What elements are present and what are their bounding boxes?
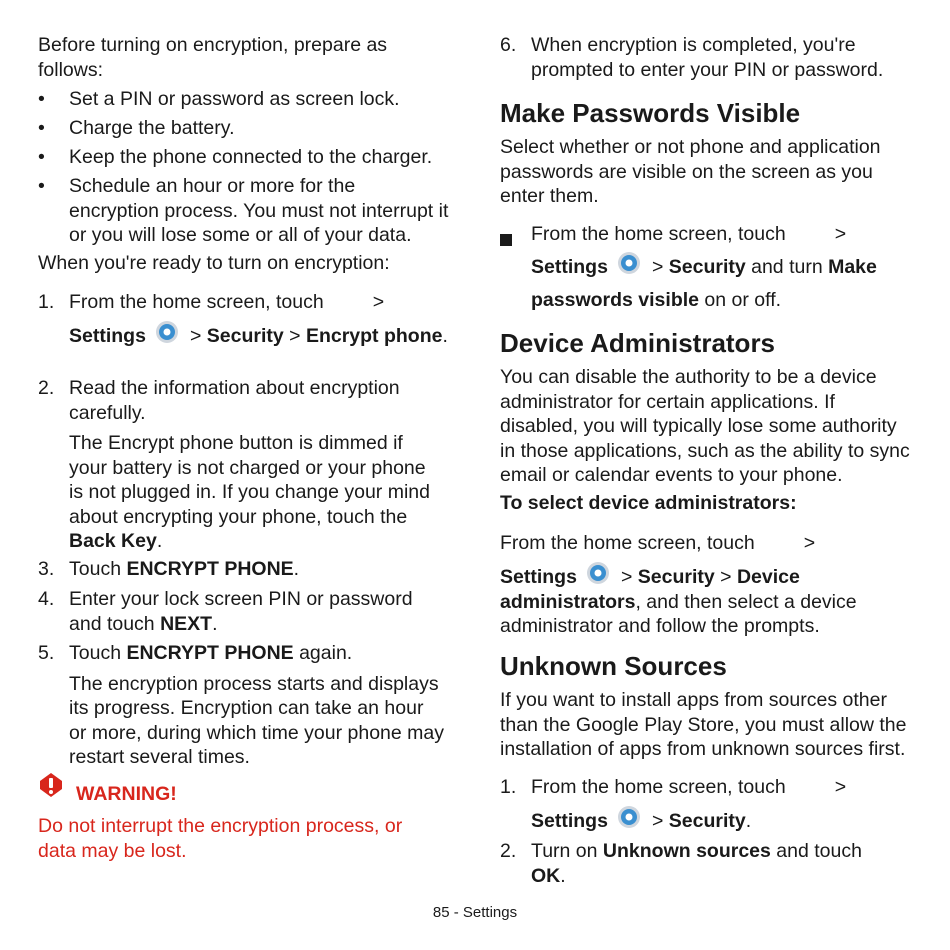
security-label: Security bbox=[668, 809, 746, 832]
bullet-marker: • bbox=[38, 146, 45, 168]
step-text: > bbox=[620, 565, 638, 588]
step-text: > bbox=[714, 565, 737, 588]
step-text: and turn bbox=[745, 256, 829, 278]
step-text: and touch bbox=[770, 840, 862, 862]
warning-title: WARNING! bbox=[76, 783, 177, 805]
step-text: > bbox=[803, 532, 816, 554]
security-label: Security bbox=[637, 565, 715, 588]
step-number: 6. bbox=[500, 34, 517, 56]
step-text: . bbox=[442, 324, 448, 347]
step-text: on or off. bbox=[699, 289, 782, 311]
home-up-icon bbox=[332, 283, 363, 307]
security-label: Security bbox=[206, 324, 284, 347]
section-heading-passwords-visible: Make Passwords Visible bbox=[500, 98, 801, 128]
settings-gear-icon bbox=[154, 319, 180, 343]
page-footer: 85 - Settings bbox=[432, 904, 518, 921]
step-text: > bbox=[651, 809, 669, 832]
bullet-marker: • bbox=[38, 175, 45, 197]
square-bullet bbox=[500, 228, 512, 253]
bullet-text: Schedule an hour or more for the encryption process. You must not interrupt it or you will lose some or all of your data. bbox=[69, 175, 449, 246]
unknown-sources-label: Unknown sources bbox=[602, 840, 771, 862]
ok-label: OK bbox=[531, 864, 561, 887]
encrypt-phone-label: Encrypt phone bbox=[305, 324, 443, 347]
ready-text: When you're ready to turn on encryption: bbox=[38, 252, 390, 274]
security-label: Security bbox=[668, 256, 746, 278]
section-heading-unknown-sources: Unknown Sources bbox=[500, 651, 727, 681]
make-passwords-visible-label: Make passwords visible bbox=[531, 256, 877, 311]
step-text: > bbox=[651, 256, 669, 278]
encrypt-phone-label: ENCRYPT PHONE bbox=[126, 558, 294, 580]
bullet-text: Keep the phone connected to the charger. bbox=[69, 146, 433, 168]
step-number: 1. bbox=[500, 776, 517, 798]
home-up-icon bbox=[794, 768, 825, 792]
step-number: 3. bbox=[38, 558, 55, 580]
device-admin-desc: You can disable the authority to be a device administrator for certain applications. If disabled, you will typically lose some authority in those applications, such as the ability to sync email or calendar events to your phone. bbox=[500, 366, 910, 486]
step-text: When encryption is completed, you're prompted to enter your PIN or password. bbox=[531, 34, 884, 81]
next-label: NEXT bbox=[160, 612, 213, 635]
step-text: . bbox=[560, 864, 566, 887]
step-text: Read the information about encryption carefully. bbox=[69, 377, 400, 424]
device-admin-step bbox=[500, 531, 910, 639]
warning-text: Do not interrupt the encryption process, or data may be lost. bbox=[38, 815, 403, 862]
intro-text: Before turning on encryption, prepare as follows: bbox=[38, 34, 388, 81]
step-text: From the home screen, touch bbox=[500, 532, 755, 554]
step-text: again. bbox=[293, 642, 353, 664]
encrypt-phone-label: ENCRYPT PHONE bbox=[126, 642, 294, 664]
step-text: > bbox=[834, 776, 847, 798]
step-number: 1. bbox=[38, 291, 55, 313]
step-number: 4. bbox=[38, 588, 55, 610]
step-text: , and then select a device administrator and follow the prompts. bbox=[500, 590, 857, 638]
note-text: . bbox=[156, 530, 163, 552]
passwords-visible-desc: Select whether or not phone and application passwords are visible on the screen as you enter them. bbox=[500, 136, 881, 207]
step-text: . bbox=[745, 809, 752, 832]
step-text: . bbox=[293, 558, 300, 580]
step-text: Enter your lock screen PIN or password and touch bbox=[69, 588, 413, 635]
unknown-sources-desc: If you want to install apps from sources other than the Google Play Store, you must allow the installation of apps from unknown sources first. bbox=[500, 689, 907, 760]
settings-gear-icon bbox=[616, 250, 642, 274]
note-text: The Encrypt phone button is dimmed if your battery is not charged or your phone is not plugged in. If you change your mind about encrypting your phone, touch the bbox=[69, 432, 430, 528]
bullet-marker: • bbox=[38, 88, 45, 110]
back-key-label: Back Key bbox=[69, 530, 157, 552]
bullet-text: Charge the battery. bbox=[69, 117, 235, 139]
step-text: From the home screen, touch bbox=[69, 291, 324, 313]
step-note bbox=[69, 431, 439, 554]
settings-label: Settings bbox=[531, 809, 608, 832]
step-text: Touch bbox=[69, 642, 127, 664]
settings-label: Settings bbox=[69, 324, 146, 347]
section-heading-device-administrators: Device Administrators bbox=[500, 328, 776, 358]
step-number: 2. bbox=[38, 377, 55, 399]
step-text: > bbox=[189, 324, 207, 347]
step-text: Touch bbox=[69, 558, 127, 580]
home-up-icon bbox=[763, 524, 794, 548]
settings-label: Settings bbox=[500, 565, 577, 588]
step-number: 5. bbox=[38, 642, 55, 664]
home-up-icon bbox=[794, 215, 825, 239]
settings-gear-icon bbox=[616, 804, 642, 828]
step-text: From the home screen, touch bbox=[531, 776, 786, 798]
step-text: > bbox=[283, 324, 306, 347]
settings-label: Settings bbox=[531, 256, 608, 278]
step-text: . bbox=[212, 612, 218, 635]
warning-icon bbox=[38, 772, 64, 803]
device-admin-subheading: To select device administrators: bbox=[500, 492, 797, 514]
device-administrators-label: Device administrators bbox=[500, 565, 800, 613]
settings-gear-icon bbox=[585, 560, 611, 584]
step-text: From the home screen, touch bbox=[531, 223, 786, 245]
step-text: > bbox=[834, 223, 847, 245]
bullet-text: Set a PIN or password as screen lock. bbox=[69, 88, 400, 110]
step-number: 2. bbox=[500, 840, 517, 862]
step-text: > bbox=[372, 291, 385, 313]
bullet-marker: • bbox=[38, 117, 45, 139]
step-text: Turn on bbox=[531, 840, 603, 862]
step-note: The encryption process starts and displays its progress. Encryption can take an hour or more, during which time your phone may restart several times. bbox=[69, 672, 445, 768]
